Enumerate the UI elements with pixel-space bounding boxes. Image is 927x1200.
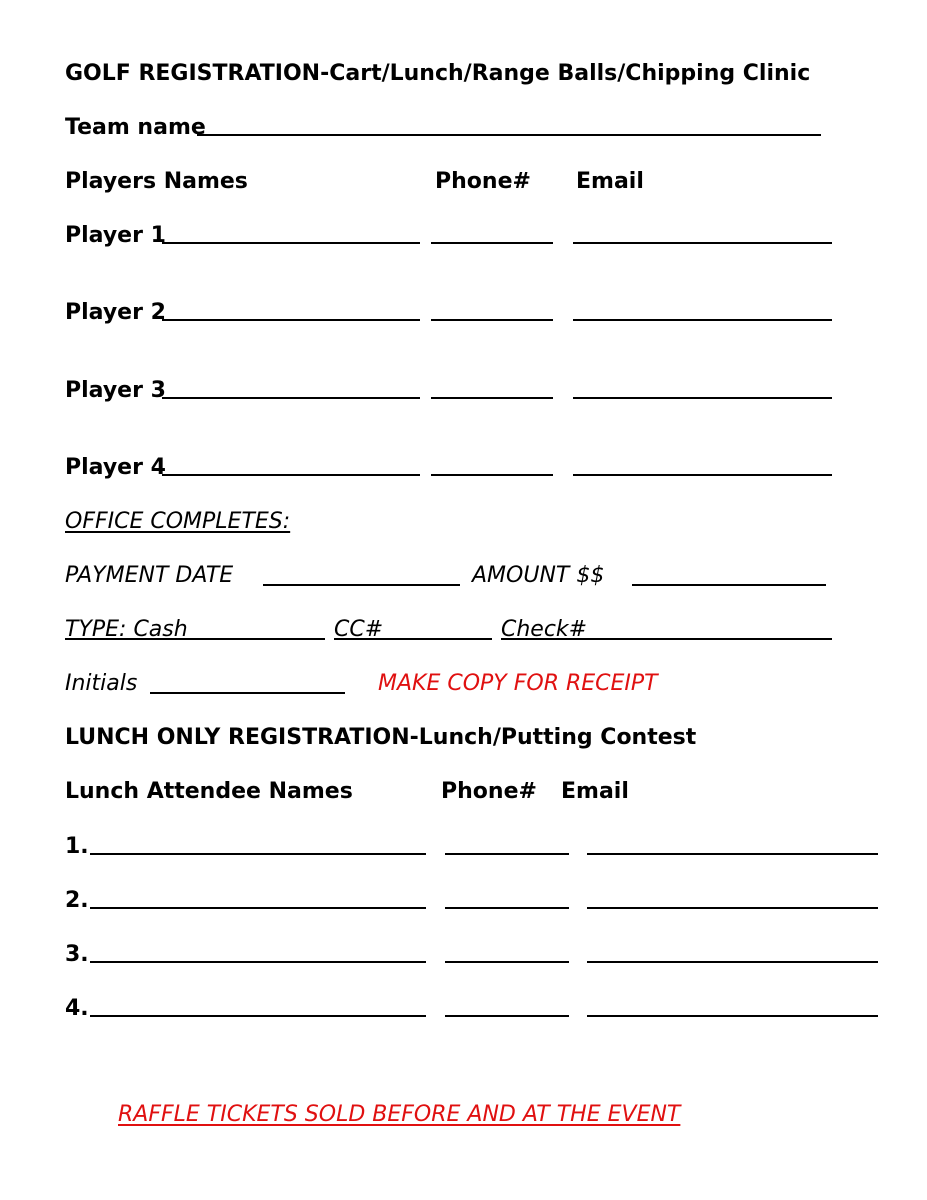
lunch-row-2-label: 2. [65,888,89,913]
player-2-email-field[interactable] [573,319,832,321]
lunch-row-2-phone-field[interactable] [445,907,569,909]
lunch-row-4-email-field[interactable] [587,1015,878,1017]
receipt-note: MAKE COPY FOR RECEIPT [378,671,658,696]
initials-field[interactable] [150,692,345,694]
lunch-row-1-name-field[interactable] [90,853,426,855]
check-label-underline [501,638,589,640]
payment-date-label: PAYMENT DATE [65,563,234,588]
player-1-email-field[interactable] [573,242,832,244]
cc-field[interactable] [386,638,492,640]
player-4-label: Player 4 [65,455,166,480]
lunch-row-3-label: 3. [65,942,89,967]
player-1-label: Player 1 [65,223,166,248]
lunch-row-2-email-field[interactable] [587,907,878,909]
player-3-label: Player 3 [65,378,166,403]
amount-field[interactable] [632,584,826,586]
player-2-name-field[interactable] [162,319,420,321]
raffle-tickets-note: RAFFLE TICKETS SOLD BEFORE AND AT THE EVENT [118,1102,681,1127]
payment-type-underline [65,638,201,640]
cash-field[interactable] [201,638,325,640]
payment-date-field[interactable] [263,584,460,586]
lunch-email-header: Email [561,779,629,804]
golf-registration-title: GOLF REGISTRATION-Cart/Lunch/Range Balls/Chipping Clinic [65,61,811,86]
cc-label: CC# [334,617,384,642]
lunch-row-4-name-field[interactable] [90,1015,426,1017]
players-email-header: Email [576,169,644,194]
players-phone-header: Phone# [435,169,531,194]
amount-label: AMOUNT $$ [472,563,605,588]
lunch-row-3-name-field[interactable] [90,961,426,963]
player-1-name-field[interactable] [162,242,420,244]
lunch-registration-title: LUNCH ONLY REGISTRATION-Lunch/Putting Contest [65,725,697,750]
player-4-name-field[interactable] [162,474,420,476]
payment-type-label: TYPE: Cash [65,617,188,642]
player-2-label: Player 2 [65,300,166,325]
cc-label-underline [334,638,386,640]
lunch-phone-header: Phone# [441,779,537,804]
team-name-label: Team name [65,115,206,140]
lunch-row-1-email-field[interactable] [587,853,878,855]
office-completes-heading: OFFICE COMPLETES: [65,509,291,534]
lunch-names-header: Lunch Attendee Names [65,779,353,804]
lunch-row-2-name-field[interactable] [90,907,426,909]
player-1-phone-field[interactable] [431,242,553,244]
check-label: Check# [501,617,588,642]
player-4-email-field[interactable] [573,474,832,476]
lunch-row-3-phone-field[interactable] [445,961,569,963]
player-4-phone-field[interactable] [431,474,553,476]
lunch-row-1-phone-field[interactable] [445,853,569,855]
player-2-phone-field[interactable] [431,319,553,321]
initials-label: Initials [65,671,138,696]
lunch-row-1-label: 1. [65,834,89,859]
team-name-field[interactable] [197,134,821,136]
lunch-row-4-label: 4. [65,996,89,1021]
player-3-name-field[interactable] [162,397,420,399]
player-3-phone-field[interactable] [431,397,553,399]
check-field[interactable] [589,638,832,640]
player-3-email-field[interactable] [573,397,832,399]
lunch-row-3-email-field[interactable] [587,961,878,963]
lunch-row-4-phone-field[interactable] [445,1015,569,1017]
players-names-header: Players Names [65,169,248,194]
